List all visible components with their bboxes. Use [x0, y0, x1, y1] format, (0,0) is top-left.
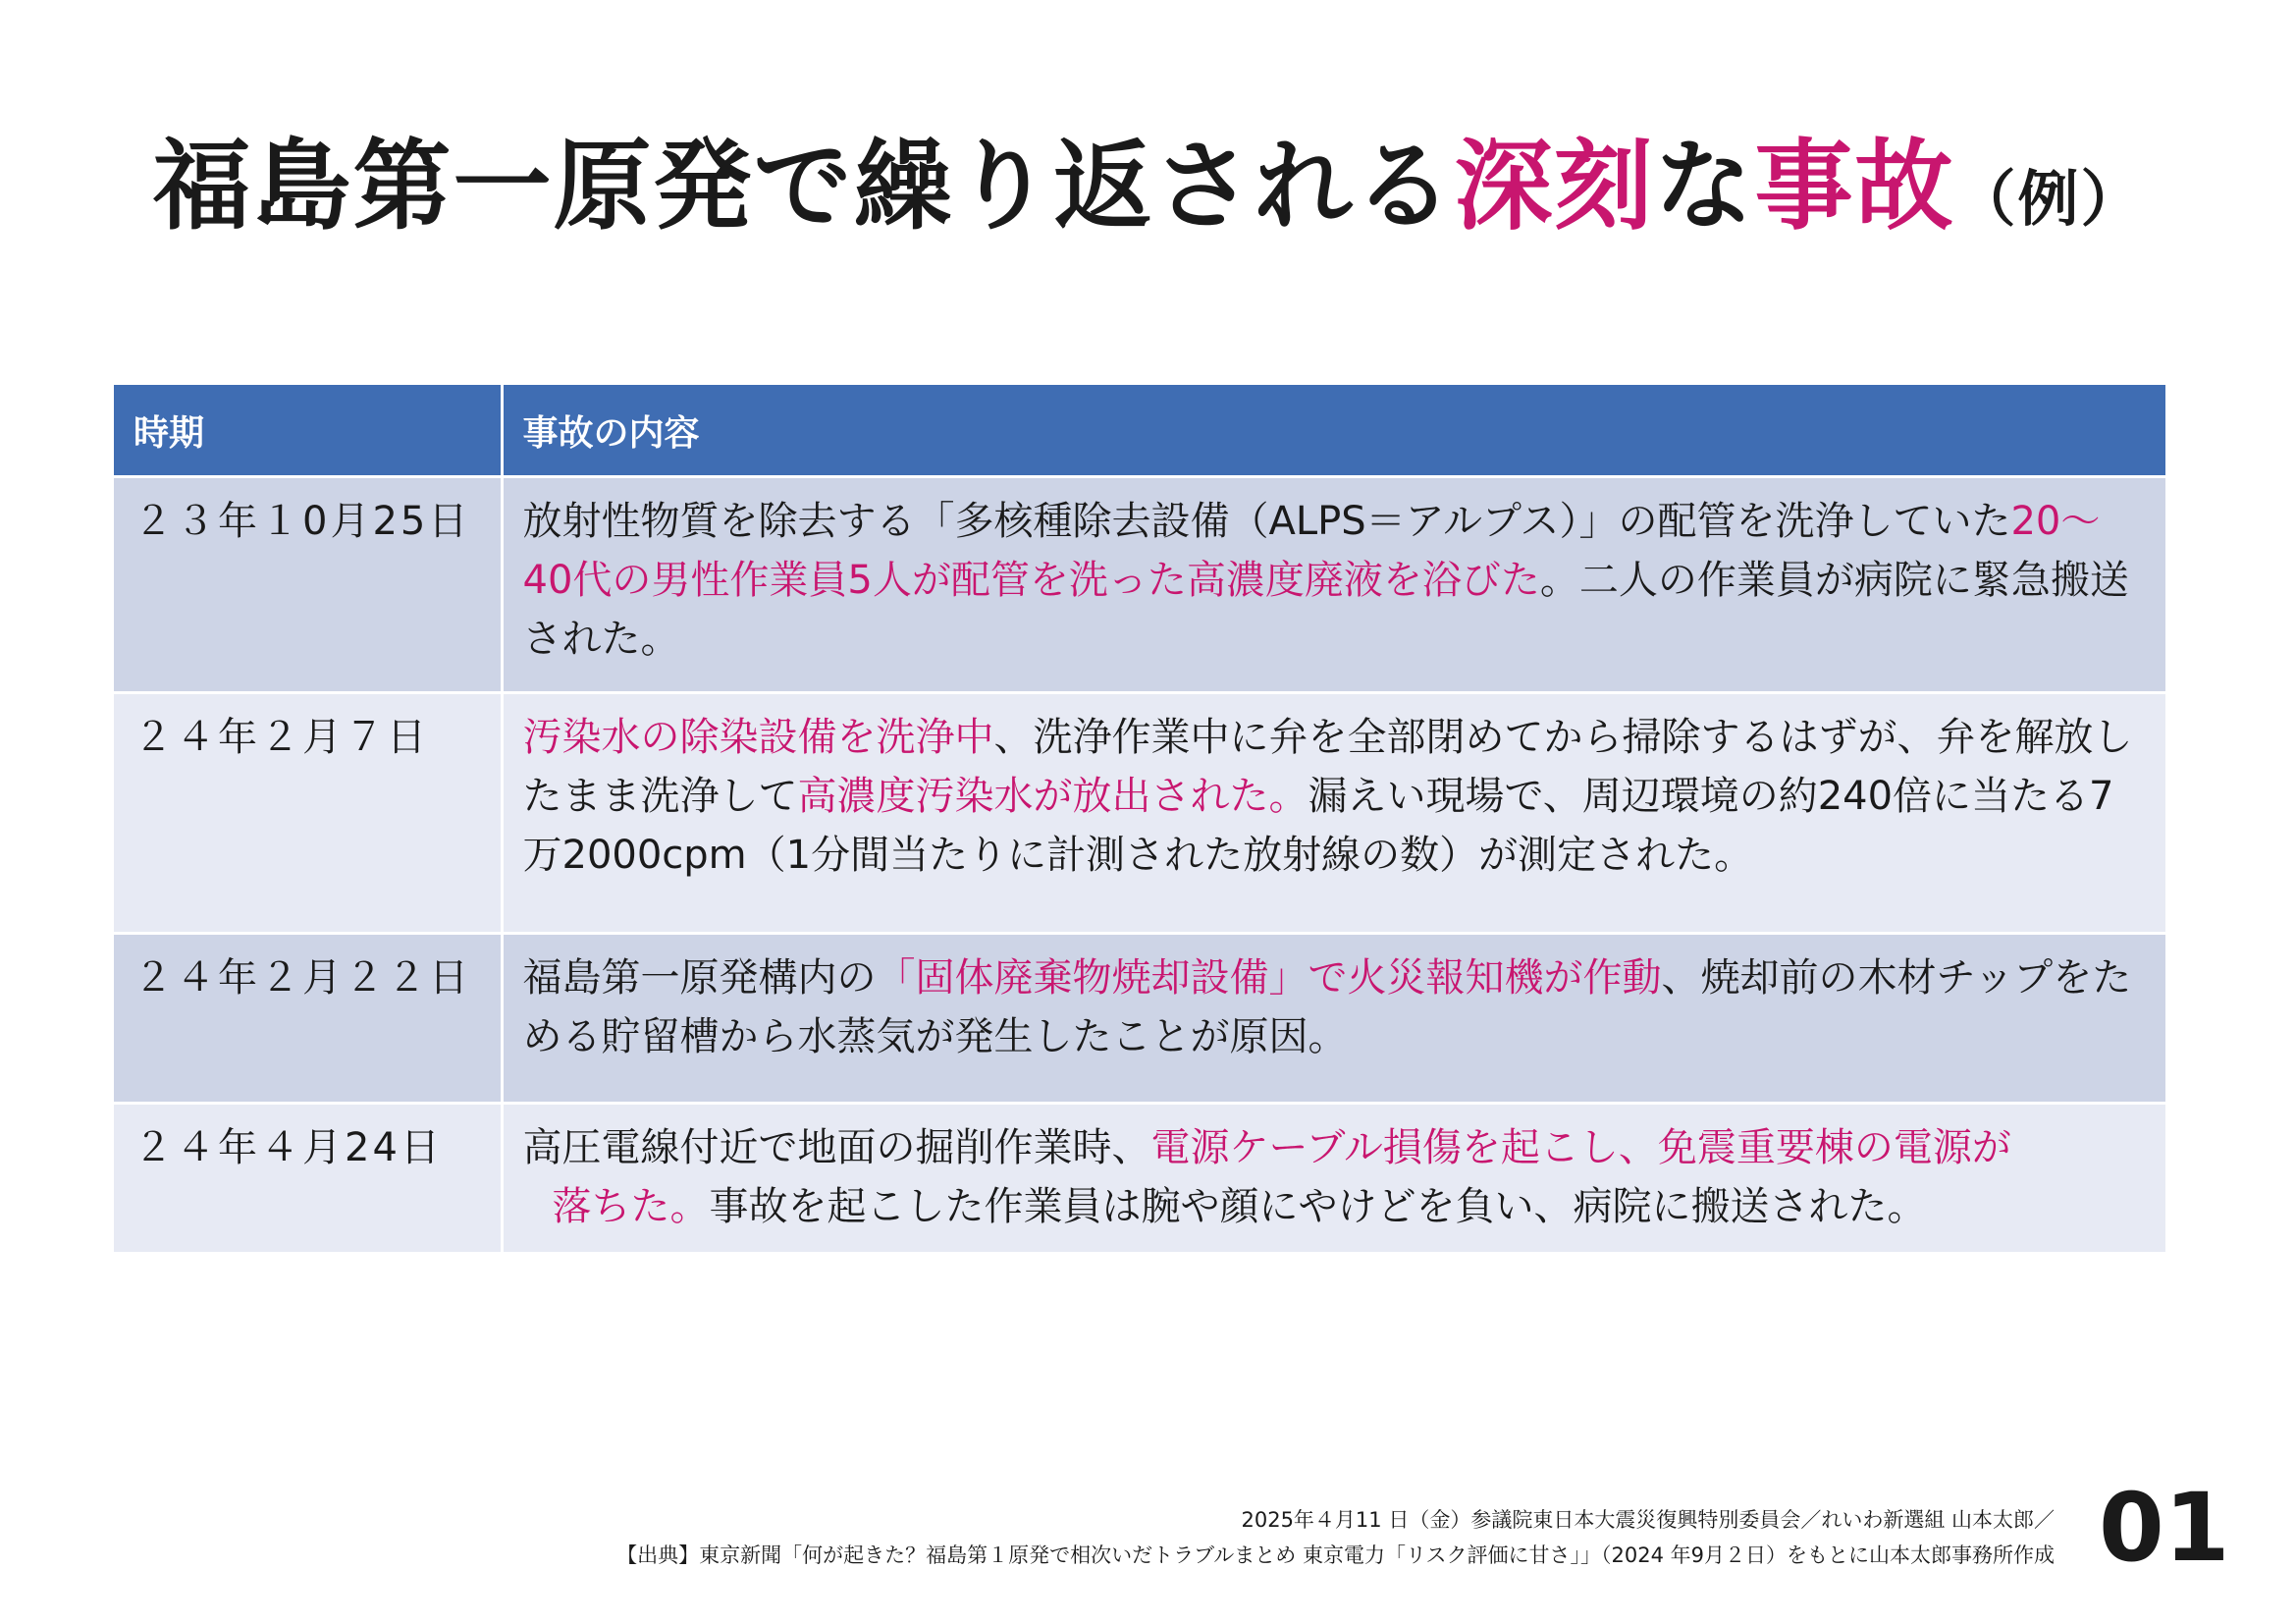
- desc-highlight: 「固体廃棄物焼却設備」で火災報知機が作動: [876, 955, 1662, 1001]
- row-description: [502, 1104, 2165, 1254]
- table-header-row: [114, 385, 2165, 477]
- desc-highlight: 20～40代の男性作業員5人が配管を洗った高濃度廃液を浴びた: [522, 499, 2101, 603]
- row-description: [502, 477, 2165, 693]
- footer-event: 2025年４月11 日（金）参議院東日本大震災復興特別委員会／れいわ新選組 山本太郎／: [1241, 1508, 2055, 1532]
- desc-highlight: 高濃度汚染水が放出された。: [797, 774, 1308, 819]
- table-row: [114, 1104, 2165, 1254]
- header-date: 時期: [114, 385, 502, 477]
- desc-highlight: 汚染水の除染設備を洗浄中: [522, 715, 994, 760]
- page-number: 01: [2099, 1473, 2230, 1583]
- row-description: [502, 693, 2165, 934]
- footer-credits: [616, 1502, 2055, 1573]
- table-row: [114, 693, 2165, 934]
- header-description: 事故の内容: [502, 385, 2165, 477]
- title-accent-accident: 事故: [1754, 129, 1955, 244]
- title-suffix: （例）: [1954, 163, 2144, 235]
- desc-text: 、洗浄作業中に弁を全部閉めてから掃除するはずが、弁を解放したまま洗浄して: [522, 715, 2133, 819]
- row-date: ２４年２月２２日: [114, 934, 502, 1104]
- table-row: [114, 477, 2165, 693]
- title-part-2: な: [1654, 129, 1755, 244]
- desc-text: 事故を起こした作業員は腕や顔にやけどを負い、病院に搬送された。: [709, 1184, 1927, 1229]
- desc-text: 。二人の作業員が病院に緊急搬送された。: [522, 558, 2129, 662]
- incident-table: [114, 385, 2165, 1255]
- row-date: ２４年２月７日: [114, 693, 502, 934]
- table-row: [114, 934, 2165, 1104]
- page-title: [0, 128, 2296, 245]
- row-date: ２４年４月24日: [114, 1104, 502, 1254]
- title-accent-serious: 深刻: [1454, 129, 1655, 244]
- title-part-1: 福島第一原発で繰り返される: [152, 129, 1455, 244]
- desc-text: 福島第一原発構内の: [522, 955, 877, 1001]
- desc-text: 放射性物質を除去する「多核種除去設備（ALPS＝アルプス）」の配管を洗浄していた: [522, 499, 2011, 544]
- footer-source: 【出典】東京新聞「何が起きた？福島第１原発で相次いだトラブルまとめ 東京電力「リスク評価に甘さ」」（2024 年9月２日）をもとに山本太郎事務所作成: [616, 1543, 2055, 1567]
- desc-text: 高圧電線付近で地面の掘削作業時、: [522, 1125, 1151, 1170]
- desc-highlight: 落ちた。: [552, 1184, 710, 1229]
- row-description: [502, 934, 2165, 1104]
- row-date: ２３年１0月25日: [114, 477, 502, 693]
- desc-text: 、焼却前の木材チップをためる貯留槽から水蒸気が発生したことが原因。: [522, 955, 2132, 1059]
- desc-highlight: 電源ケーブル損傷を起こし、免震重要棟の電源が: [1150, 1125, 2011, 1170]
- desc-text: 漏えい現場で、周辺環境の約240倍に当たる7万2000cpm（1分間当たりに計測された放射線の数）が測定された。: [522, 774, 2114, 878]
